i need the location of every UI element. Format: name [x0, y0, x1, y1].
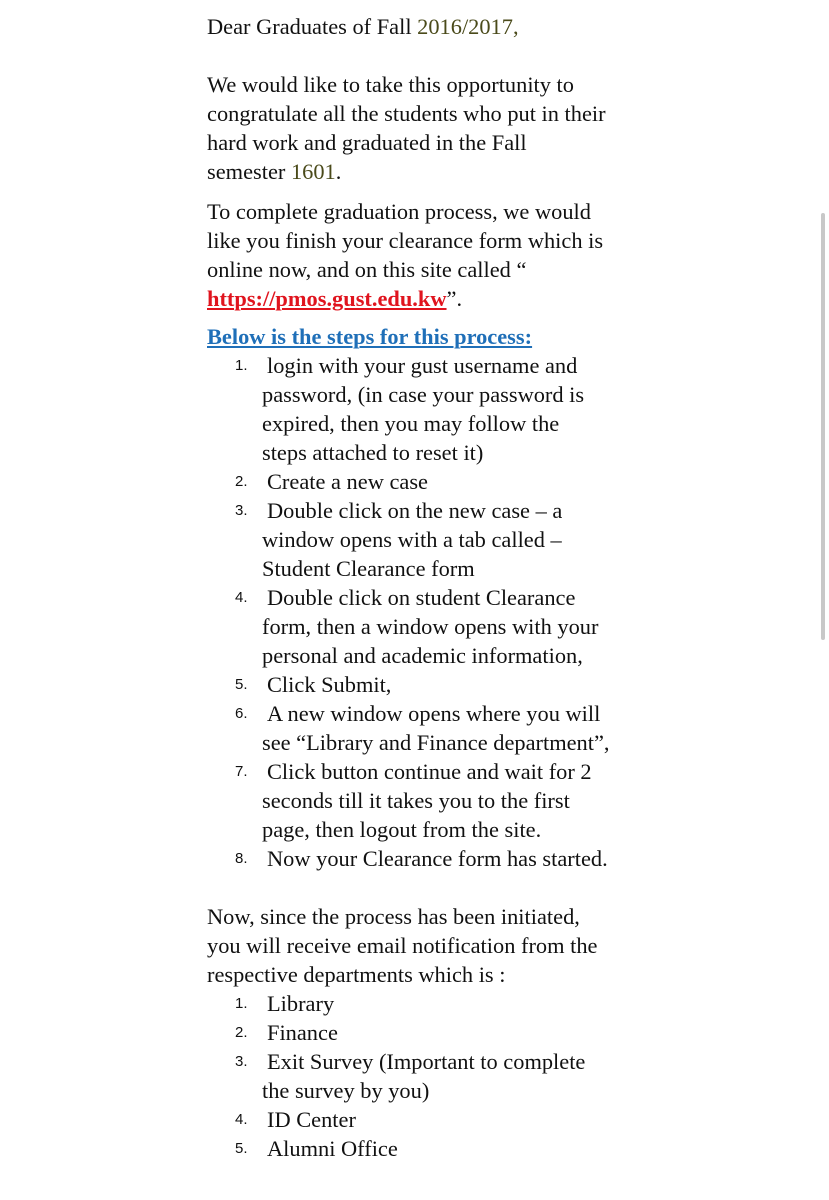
- step-text: Click Submit,: [267, 672, 392, 697]
- steps-list: [207, 351, 807, 873]
- department-text: Exit Survey (Important to complete: [267, 1049, 586, 1074]
- list-item: [207, 496, 807, 583]
- list-item: [207, 844, 807, 873]
- vertical-scrollbar[interactable]: [821, 213, 825, 640]
- graduation-year: 2016/2017: [417, 14, 513, 39]
- department-text: Finance: [267, 1020, 338, 1045]
- list-item: [207, 757, 807, 844]
- step-number: 3.: [235, 502, 248, 519]
- department-number: 1.: [235, 995, 248, 1012]
- letter-body: [207, 12, 807, 1163]
- notification-paragraph: [207, 902, 807, 989]
- department-text: ID Center: [267, 1107, 356, 1132]
- paragraph-line: [207, 157, 807, 186]
- department-text: the survey by you): [262, 1078, 430, 1103]
- step-number: 4.: [235, 589, 248, 606]
- step-text: Create a new case: [267, 469, 428, 494]
- step-text: Now your Clearance form has started.: [267, 846, 608, 871]
- list-item: [207, 989, 807, 1018]
- departments-list: [207, 989, 807, 1163]
- step-text: Student Clearance form: [262, 556, 475, 581]
- paragraph-line: you will receive email notification from the: [207, 933, 598, 958]
- step-text: seconds till it takes you to the first: [262, 788, 570, 813]
- step-text: window opens with a tab called –: [262, 527, 562, 552]
- semester-suffix: .: [335, 159, 342, 184]
- step-number: 5.: [235, 676, 248, 693]
- congratulation-paragraph: [207, 70, 807, 186]
- list-item: [207, 1105, 807, 1134]
- paragraph-line: like you finish your clearance form which is: [207, 228, 604, 253]
- paragraph-line: To complete graduation process, we would: [207, 199, 591, 224]
- list-item: [207, 467, 807, 496]
- steps-heading: Below is the steps for this process:: [207, 324, 533, 349]
- greeting-suffix: ,: [512, 14, 519, 39]
- step-text: Click button continue and wait for 2: [267, 759, 592, 784]
- step-text: A new window opens where you will: [267, 701, 601, 726]
- step-text: page, then logout from the site.: [262, 817, 542, 842]
- step-number: 7.: [235, 763, 248, 780]
- paragraph-line: We would like to take this opportunity to: [207, 72, 574, 97]
- pmos-site-link[interactable]: https://pmos.gust.edu.kw: [207, 286, 447, 311]
- list-item: [207, 1047, 807, 1105]
- step-text: Double click on the new case – a: [267, 498, 563, 523]
- department-number: 2.: [235, 1024, 248, 1041]
- step-text: Double click on student Clearance: [267, 585, 576, 610]
- step-text: login with your gust username and: [267, 353, 578, 378]
- paragraph-line: congratulate all the students who put in their: [207, 101, 606, 126]
- greeting: [207, 12, 807, 41]
- paragraph-line: [207, 284, 807, 313]
- department-number: 5.: [235, 1140, 248, 1157]
- step-text: personal and academic information,: [262, 643, 583, 668]
- clearance-paragraph: [207, 197, 807, 313]
- list-item: [207, 1018, 807, 1047]
- list-item: [207, 351, 807, 467]
- link-closing-quote: ”.: [446, 286, 463, 311]
- department-text: Alumni Office: [267, 1136, 398, 1161]
- step-text: form, then a window opens with your: [262, 614, 599, 639]
- semester-code: 1601: [290, 159, 336, 184]
- greeting-prefix: Dear Graduates of Fall: [207, 14, 418, 39]
- department-text: Library: [267, 991, 335, 1016]
- step-number: 1.: [235, 357, 248, 374]
- step-text: expired, then you may follow the: [262, 411, 560, 436]
- list-item: [207, 670, 807, 699]
- list-item: [207, 699, 807, 757]
- step-text: see “Library and Finance department”,: [262, 730, 610, 755]
- paragraph-line: Now, since the process has been initiated,: [207, 904, 580, 929]
- step-number: 2.: [235, 473, 248, 490]
- paragraph-line: respective departments which is :: [207, 962, 506, 987]
- paragraph-line: online now, and on this site called “: [207, 257, 527, 282]
- list-item: [207, 583, 807, 670]
- step-text: steps attached to reset it): [262, 440, 484, 465]
- semester-prefix: semester: [207, 159, 291, 184]
- paragraph-line: hard work and graduated in the Fall: [207, 130, 527, 155]
- step-number: 8.: [235, 850, 248, 867]
- step-number: 6.: [235, 705, 248, 722]
- department-number: 3.: [235, 1053, 248, 1070]
- step-text: password, (in case your password is: [262, 382, 585, 407]
- department-number: 4.: [235, 1111, 248, 1128]
- list-item: [207, 1134, 807, 1163]
